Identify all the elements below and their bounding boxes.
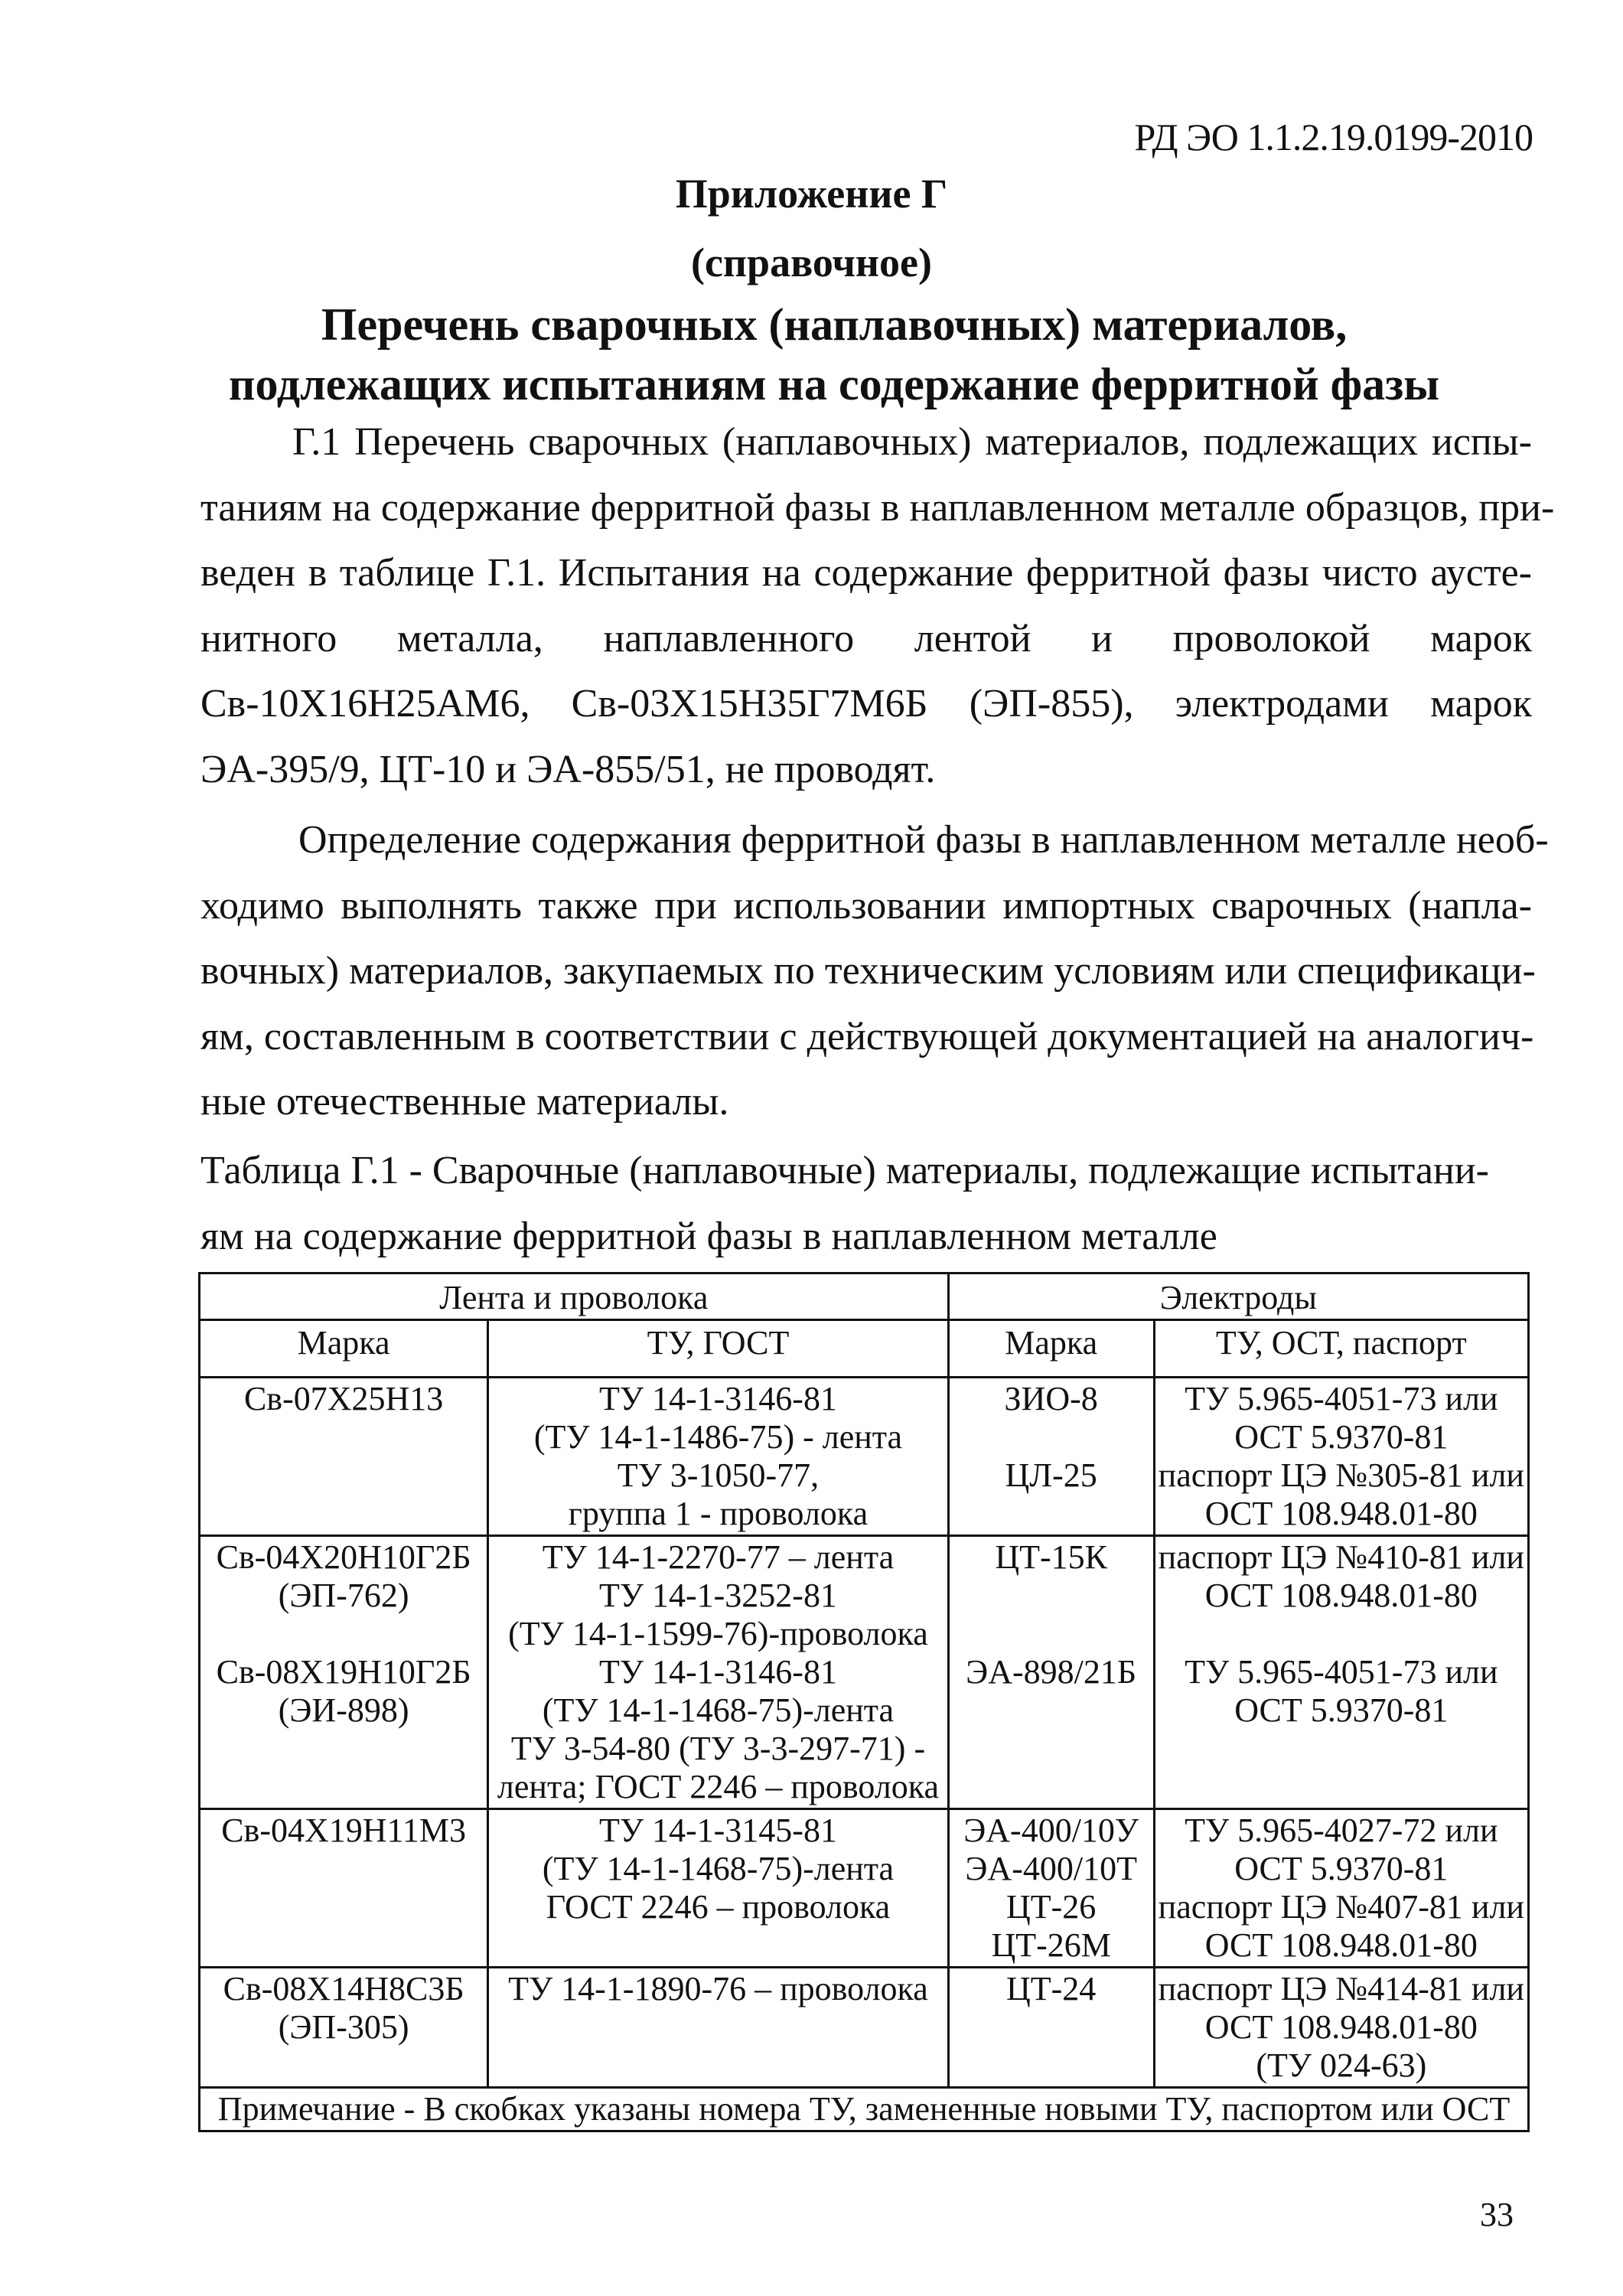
table-row [200, 1536, 1529, 1809]
cell-text: ЦТ-26М [991, 1926, 1111, 1964]
cell-text: (ЭИ-898) [278, 1691, 409, 1729]
cell-text: ОСТ 5.9370-81 [1234, 1691, 1449, 1729]
wire-spec-cell [488, 1968, 948, 2088]
cell-text: ЗИО-8 [1004, 1380, 1098, 1417]
wire-spec-cell [488, 1536, 948, 1809]
cell-text: ОСТ 5.9370-81 [1234, 1850, 1449, 1887]
cell-text: ТУ 14-1-3146-81 [598, 1380, 837, 1417]
electrode-grade-cell [948, 1809, 1154, 1968]
cell-text: ЦЛ-25 [1005, 1456, 1097, 1494]
cell-text: ЭА-898/21Б [966, 1653, 1137, 1691]
wire-grade-cell [200, 1536, 488, 1809]
electrode-grade-cell [948, 1536, 1154, 1809]
cell-text: (ТУ 14-1-1486-75) - лента [533, 1418, 903, 1456]
table-caption [200, 1138, 1532, 1269]
cell-text: паспорт ЦЭ №410-81 или [1158, 1538, 1524, 1576]
cell-text: (ТУ 14-1-1599-76)-проволока [508, 1615, 928, 1652]
wire-spec-cell [488, 1809, 948, 1968]
cell-text: ЭА-400/10У [963, 1812, 1139, 1849]
electrode-spec-cell [1154, 1536, 1528, 1809]
cell-text: ЦТ-24 [1006, 1970, 1097, 2007]
cell-text: ТУ 3-1050-77, [617, 1456, 820, 1494]
cell-text: ТУ 5.965-4027-72 или [1185, 1812, 1498, 1849]
caption-line: ям на содержание ферритной фазы в наплавленном металле [200, 1214, 1217, 1258]
cell-text: Св-04Х19Н11М3 [221, 1812, 467, 1849]
heading-line: подлежащих испытаниям на содержание ферритной фазы [228, 359, 1440, 409]
text-line: ЭА-395/9, ЦТ-10 и ЭА-855/51, не проводят. [200, 747, 936, 791]
cell-text: Св-08Х19Н10Г2Б [216, 1653, 471, 1691]
wire-grade-cell [200, 1378, 488, 1536]
spacer [953, 1418, 1150, 1456]
text-line: ные отечественные материалы. [200, 1080, 729, 1124]
cell-text: ТУ 5.965-4051-73 или [1185, 1653, 1498, 1691]
cell-text: ТУ 14-1-1890-76 – проволока [508, 1970, 928, 2007]
cell-text: ЦТ-15К [995, 1538, 1107, 1576]
appendix-heading [46, 295, 1622, 414]
column-header-wire-spec: ТУ, ГОСТ [488, 1320, 948, 1378]
text-line: вочных) материалов, закупаемых по техническим условиям или спецификаци- [200, 949, 1536, 993]
text-line: Определение содержания ферритной фазы в наплавленном металле необ- [298, 818, 1549, 862]
column-header-wire-grade: Марка [200, 1320, 488, 1378]
spacer [204, 1615, 484, 1653]
cell-text: ОСТ 108.948.01-80 [1204, 2008, 1478, 2046]
text-line: ходимо выполнять также при использовании импортных сварочных (напла- [200, 883, 1532, 928]
heading-line: Перечень сварочных (наплавочных) материалов, [321, 299, 1348, 350]
cell-text: ЦТ-26 [1006, 1888, 1097, 1926]
cell-text: ОСТ 108.948.01-80 [1204, 1495, 1478, 1532]
cell-text: (ТУ 14-1-1468-75)-лента [542, 1850, 895, 1887]
electrode-spec-cell [1154, 1809, 1528, 1968]
spacer [953, 1615, 1150, 1653]
cell-text: паспорт ЦЭ №407-81 или [1158, 1888, 1524, 1926]
column-header-electrode-grade: Марка [948, 1320, 1154, 1378]
paragraph-imports [200, 807, 1549, 1135]
cell-text: ТУ 14-1-3146-81 [598, 1653, 837, 1691]
group-header-electrodes: Электроды [948, 1274, 1528, 1320]
cell-text: (ТУ 024-63) [1256, 2047, 1427, 2084]
spacer [1159, 1615, 1524, 1653]
table-row [200, 1809, 1529, 1968]
text-line: ям, составленным в соответствии с действующей документацией на аналогич- [200, 1014, 1534, 1058]
cell-text: ТУ 3-54-80 (ТУ 3-3-297-71) - [510, 1730, 926, 1767]
table-note-row [200, 2088, 1529, 2131]
cell-text: Св-07Х25Н13 [243, 1380, 444, 1417]
materials-table [198, 1272, 1530, 2132]
electrode-spec-cell [1154, 1378, 1528, 1536]
cell-text: паспорт ЦЭ №305-81 или [1158, 1456, 1524, 1494]
cell-text: ЭА-400/10Т [965, 1850, 1137, 1887]
text-line: веден в таблице Г.1. Испытания на содержание ферритной фазы чисто аусте- [200, 551, 1532, 595]
cell-text: группа 1 - проволока [568, 1495, 869, 1532]
cell-text: лента; ГОСТ 2246 – проволока [497, 1768, 939, 1805]
cell-text: Св-08Х14Н8С3Б [223, 1970, 464, 2007]
cell-text: ОСТ 108.948.01-80 [1204, 1926, 1478, 1964]
column-header-row [200, 1320, 1529, 1378]
appendix-subtitle: (справочное) [690, 240, 932, 285]
table-row [200, 1968, 1529, 2088]
caption-line: Таблица Г.1 - Сварочные (наплавочные) материалы, подлежащие испытани- [200, 1149, 1489, 1192]
electrode-grade-cell [948, 1968, 1154, 2088]
cell-text: (ТУ 14-1-1468-75)-лента [542, 1691, 895, 1729]
table-row [200, 1378, 1529, 1536]
appendix-title: Приложение Г [675, 171, 948, 217]
text-line: нитного металла, наплавленного лентой и проволокой марок [200, 616, 1532, 660]
text-line: таниям на содержание ферритной фазы в наплавленном металле образцов, при- [200, 485, 1555, 530]
cell-text: (ЭП-762) [278, 1577, 409, 1614]
group-header-wire: Лента и проволока [200, 1274, 949, 1320]
cell-text: ТУ 14-1-3145-81 [598, 1812, 837, 1849]
table-note: Примечание - В скобках указаны номера ТУ, замененные новыми ТУ, паспортом или ОСТ [200, 2088, 1529, 2131]
page-number: 33 [1480, 2196, 1514, 2233]
electrode-spec-cell [1154, 1968, 1528, 2088]
cell-text: ГОСТ 2246 – проволока [546, 1888, 891, 1926]
cell-text: ОСТ 108.948.01-80 [1204, 1577, 1478, 1614]
group-header-row [200, 1274, 1529, 1320]
cell-text: ТУ 14-1-3252-81 [598, 1577, 837, 1614]
wire-spec-cell [488, 1378, 948, 1536]
wire-grade-cell [200, 1968, 488, 2088]
cell-text: ОСТ 5.9370-81 [1234, 1418, 1449, 1456]
wire-grade-cell [200, 1809, 488, 1968]
document-code: РД ЭО 1.1.2.19.0199-2010 [1134, 116, 1533, 158]
paragraph-g1 [200, 409, 1555, 802]
text-line: Св-10Х16Н25АМ6, Св-03Х15Н35Г7М6Б (ЭП-855), электродами марок [200, 682, 1532, 726]
electrode-grade-cell [948, 1378, 1154, 1536]
cell-text: (ЭП-305) [278, 2008, 409, 2046]
spacer [953, 1577, 1150, 1615]
cell-text: паспорт ЦЭ №414-81 или [1158, 1970, 1524, 2007]
cell-text: ТУ 14-1-2270-77 – лента [542, 1538, 895, 1576]
cell-text: ТУ 5.965-4051-73 или [1185, 1380, 1498, 1417]
cell-text: Св-04Х20Н10Г2Б [216, 1538, 471, 1576]
column-header-electrode-spec: ТУ, ОСТ, паспорт [1154, 1320, 1528, 1378]
text-line: Г.1 Перечень сварочных (наплавочных) материалов, подлежащих испы- [292, 420, 1532, 464]
